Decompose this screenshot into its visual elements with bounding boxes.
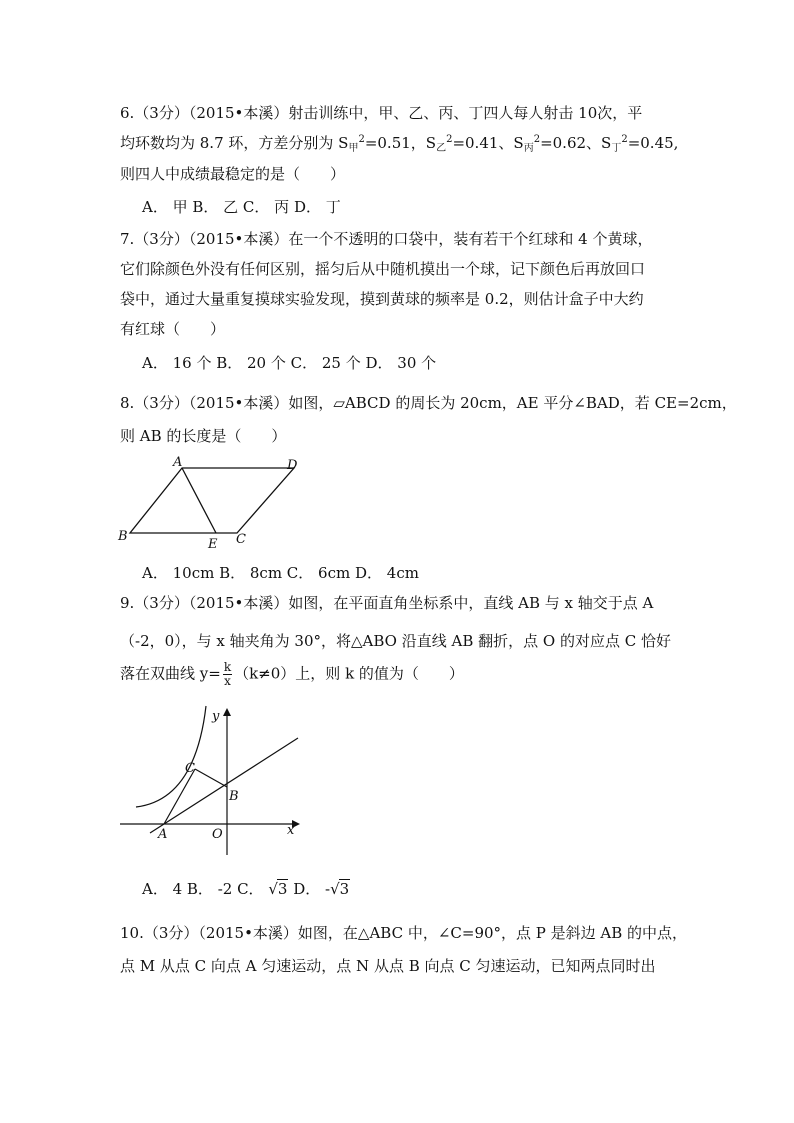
q6-sup-1: 2 <box>358 134 365 145</box>
q6-sub-ding: 丁 <box>611 143 622 154</box>
q9-options: A． 4 B． -2 C． √3 D． -√3 <box>142 880 350 898</box>
q10-line2: 点 M 从点 C 向点 A 匀速运动，点 N 从点 B 向点 C 匀速运动，已知两点同时出 <box>120 957 656 975</box>
q6-sub-yi: 乙 <box>436 143 447 154</box>
hyperbola-curve <box>136 706 206 807</box>
label-x: x <box>287 823 295 838</box>
label-d: D <box>287 458 298 473</box>
sqrt-3-c: 3 <box>277 880 288 898</box>
y-axis-arrow <box>223 708 231 716</box>
q8-options: A． 10cm B． 8cm C． 6cm D． 4cm <box>142 564 419 582</box>
q6-options: A． 甲 B． 乙 C． 丙 D． 丁 <box>142 198 341 216</box>
q9-text-a: 落在双曲线 y= <box>120 664 221 683</box>
q8-line2: 则 AB 的长度是（ ） <box>120 427 287 445</box>
label-o: O <box>212 827 223 842</box>
q9-text-b: （k≠0）上，则 k 的值为（ ） <box>234 664 464 683</box>
q9-opt-d: D． - <box>288 880 331 898</box>
label-y: y <box>212 709 220 724</box>
q6-text-c: =0.41、S <box>452 134 524 152</box>
q6-text-a: 均环数均为 8.7 环，方差分别为 S <box>120 134 349 152</box>
q7-line3: 袋中，通过大量重复摸球实验发现，摸到黄球的频率是 0.2，则估计盒子中大约 <box>120 290 644 308</box>
q6-line1: 6.（3分）（2015•本溪）射击训练中，甲、乙、丙、丁四人每人射击 10次，平 <box>120 104 643 122</box>
label-e: E <box>208 537 218 552</box>
label-c2: C <box>185 761 195 776</box>
q8-line1: 8.（3分）（2015•本溪）如图，▱ABCD 的周长为 20cm，AE 平分∠BAD，若 CE=2cm， <box>120 394 737 412</box>
segment-cb <box>195 769 227 787</box>
q7-line1: 7.（3分）（2015•本溪）在一个不透明的口袋中，装有若干个红球和 4 个黄球， <box>120 230 653 248</box>
q6-text-d: =0.62、S <box>540 134 612 152</box>
q6-sup-4: 2 <box>621 134 628 145</box>
q9-line1: 9.（3分）（2015•本溪）如图，在平面直角坐标系中，直线 AB 与 x 轴交于点 A <box>120 594 654 612</box>
label-c: C <box>236 532 246 547</box>
q7-line2: 它们除颜色外没有任何区别，摇匀后从中随机摸出一个球，记下颜色后再放回口 <box>120 260 646 278</box>
fraction-numerator: k <box>223 660 232 674</box>
q7-options: A． 16 个 B． 20 个 C． 25 个 D． 30 个 <box>142 354 437 372</box>
q6-sub-jia: 甲 <box>348 143 359 154</box>
label-a2: A <box>158 827 168 842</box>
q10-line1: 10.（3分）（2015•本溪）如图，在△ABC 中，∠C=90°，点 P 是斜边 AB 的中点， <box>120 924 688 942</box>
q6-text-e: =0.45, <box>627 134 679 152</box>
label-b: B <box>118 529 128 544</box>
q9-opt-a: A． 4 B． -2 C． <box>142 880 269 898</box>
sqrt-3-d: 3 <box>339 880 350 898</box>
q9-line2: （-2，0），与 x 轴夹角为 30°，将△ABO 沿直线 AB 翻折，点 O 的对应点 C 恰好 <box>120 632 671 650</box>
q6-sup-2: 2 <box>446 134 453 145</box>
label-b2: B <box>229 789 239 804</box>
q6-sup-3: 2 <box>533 134 541 145</box>
q7-line4: 有红球（ ） <box>120 320 226 338</box>
q6-line3: 则四人中成绩最稳定的是（ ） <box>120 165 346 183</box>
q6-sub-bing: 丙 <box>523 143 534 154</box>
segment-ac <box>164 769 195 824</box>
label-a: A <box>173 455 183 470</box>
q6-text-b: =0.51，S <box>364 134 437 152</box>
fraction-denominator: x <box>224 674 231 688</box>
